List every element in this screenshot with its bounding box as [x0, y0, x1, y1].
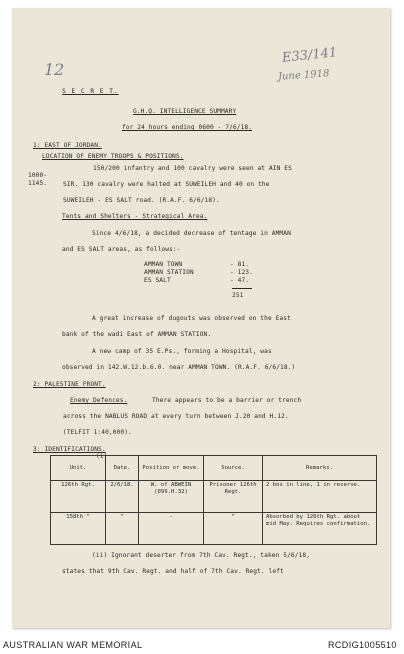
section1-time2: 1145.: [28, 180, 48, 187]
tentage-total: 251: [232, 292, 244, 299]
tents-line2: and ES SALT areas, as follows:-: [62, 246, 181, 253]
section2-heading: 2: PALESTINE FRONT.: [33, 381, 106, 388]
cell-remarks: 2 bns in line, 1 in reserve.: [263, 481, 377, 513]
section1-para1-line3: SUWEILEH - ES SALT road. (R.A.F. 6/6/18).: [63, 197, 220, 204]
table-row: [51, 513, 377, 545]
handwritten-reference: E33/141: [281, 45, 338, 66]
footer-id: RCDIG1005510: [328, 640, 397, 650]
column-header: Source.: [204, 456, 263, 481]
column-header: Position or move.: [139, 456, 204, 481]
column-header: Remarks.: [263, 456, 377, 481]
defences-line3: (TELFIT 1:40,000).: [63, 429, 132, 436]
section3-heading: 3: IDENTIFICATIONS.: [33, 446, 106, 453]
cell-date: ": [106, 513, 139, 545]
cell-remarks: Absorbed by 126th Rgt. about mid May. Requires confirmation.: [263, 513, 377, 545]
footer-collection: AUSTRALIAN WAR MEMORIAL: [3, 640, 143, 650]
column-header: Date.: [106, 456, 139, 481]
cell-source: Prisoner 126th Regt.: [204, 481, 263, 513]
cell-unit: 158th ": [51, 513, 106, 545]
summary-period: for 24 hours ending 0600 - 7/6/18.: [122, 124, 253, 131]
section1-para1-line2: SIR. 130 cavalry were halted at SUWEILEH and 40 on the: [63, 181, 270, 188]
tentage-place: AMMAN STATION: [144, 269, 194, 276]
column-header: Unit.: [51, 456, 106, 481]
tentage-value: - 81.: [230, 261, 250, 268]
dugouts-line2: bank of the wadi East of AMMAN STATION.: [62, 331, 212, 338]
total-rule: [232, 288, 252, 289]
tentage-value: - 123.: [230, 269, 253, 276]
tentage-place: ES SALT: [144, 277, 171, 284]
identifications-table: [50, 455, 377, 545]
cell-position: -: [139, 513, 204, 545]
handwritten-folio: 12: [44, 60, 65, 79]
tents-heading: Tents and Shelters - Strategical Area.: [62, 213, 208, 220]
cell-source: ": [204, 513, 263, 545]
section3-sub: (i): [96, 453, 108, 460]
handwritten-date: June 1918: [277, 68, 330, 83]
defences-line2: across the NABLUS ROAD at every turn between J.20 and H.12.: [63, 413, 289, 420]
summary-title: G.H.Q. INTELLIGENCE SUMMARY: [133, 108, 237, 115]
defences-label: Enemy Defences.: [70, 397, 128, 404]
section1-heading: 1: EAST OF JORDAN.: [33, 142, 102, 149]
cell-unit: 126th Rgt.: [51, 481, 106, 513]
defences-line1: There appears to be a barrier or trench: [152, 397, 302, 404]
para-ii-line1: (ii) Ignorant deserter from 7th Cav. Regt., taken 5/6/18,: [92, 552, 311, 559]
cell-date: 2/6/18.: [106, 481, 139, 513]
tentage-place: AMMAN TOWN: [144, 261, 183, 268]
tents-line1: Since 4/6/18, a decided decrease of tentage in AMMAN: [92, 230, 291, 237]
camp-line2: observed in 142.W.12.b.6.0. near AMMAN TOWN. (R.A.F. 6/6/18.): [62, 364, 296, 371]
dugouts-line1: A great increase of dugouts was observed on the East: [92, 315, 291, 322]
para-ii-line2: states that 9th Cav. Regt. and half of 7th Cav. Regt. left: [62, 568, 284, 575]
section1-para1-line1: 150/200 infantry and 100 cavalry were seen at AIN ES: [93, 165, 292, 172]
classification: S E C R E T.: [62, 88, 119, 95]
table-header-row: [51, 456, 377, 481]
tentage-value: - 47.: [230, 277, 250, 284]
section1-subheading: LOCATION OF ENEMY TROOPS & POSITIONS.: [42, 153, 184, 160]
table-row: [51, 481, 377, 513]
section1-time: 1000-: [28, 172, 48, 179]
cell-position: W. of ABWEIN (099.H.32): [139, 481, 204, 513]
camp-line1: A new camp of 35 E.Ps., forming a Hospital, was: [92, 348, 272, 355]
